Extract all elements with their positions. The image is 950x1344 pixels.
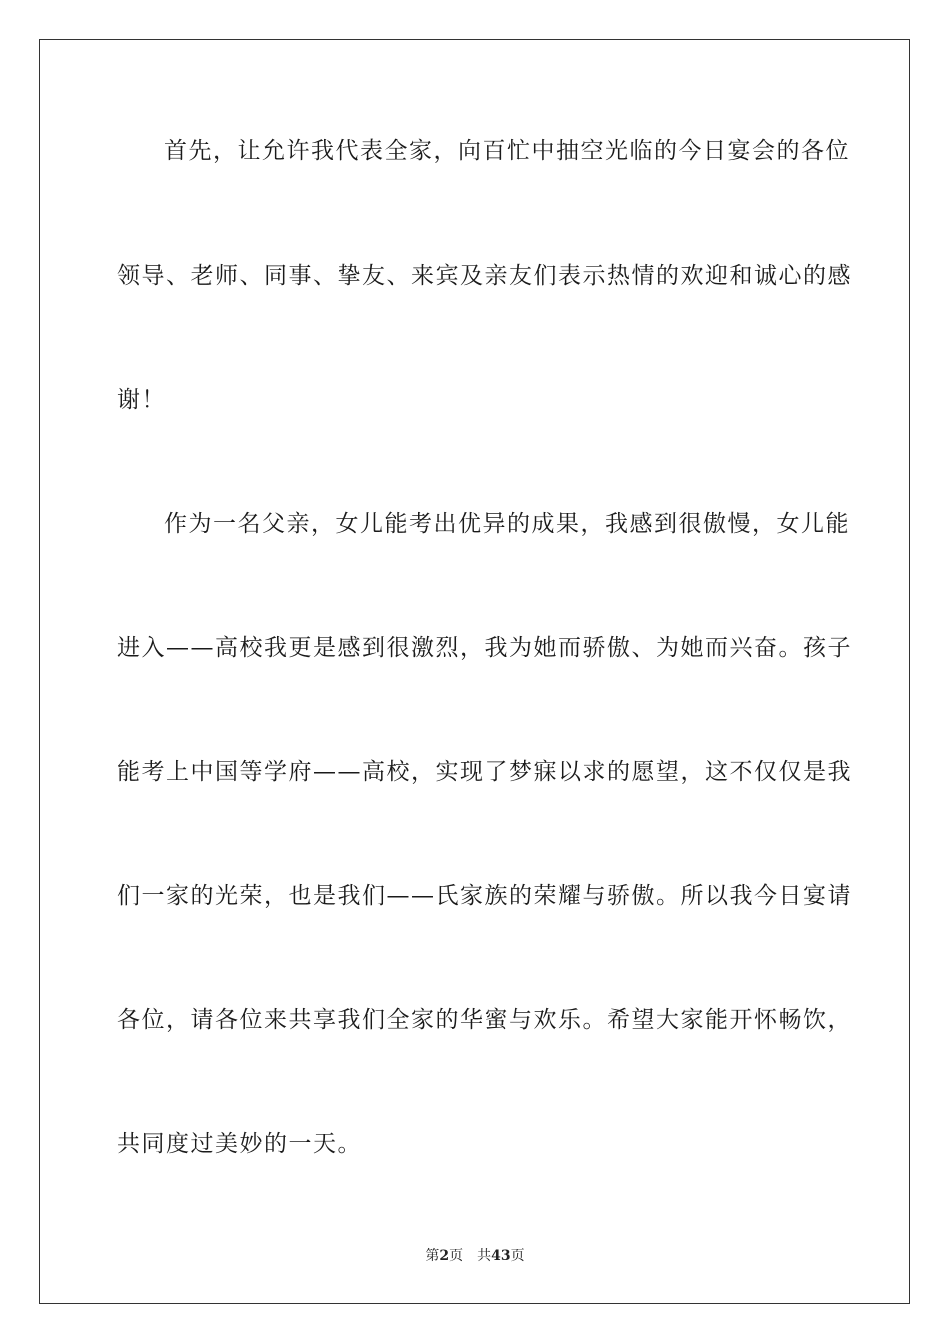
total-suffix: 页 <box>510 1248 525 1264</box>
page-footer <box>0 1246 950 1266</box>
paragraph-1-line-3: 谢！ <box>117 387 166 413</box>
paragraph-1-line-1: 首先，让允许我代表全家，向百忙中抽空光临的今日宴会的各位 <box>164 138 850 164</box>
paragraph-1-line-2: 领导、老师、同事、挚友、来宾及亲友们表示热情的欢迎和诚心的感 <box>117 263 852 289</box>
page-number: 2 <box>439 1248 450 1264</box>
page-suffix: 页 <box>449 1248 464 1264</box>
paragraph-2-line-2: 进入——高校我更是感到很激烈，我为她而骄傲、为她而兴奋。孩子 <box>117 635 852 661</box>
page-border <box>39 39 910 1304</box>
paragraph-2-line-1: 作为一名父亲，女儿能考出优异的成果，我感到很傲慢，女儿能 <box>164 511 850 537</box>
paragraph-2-line-3: 能考上中国等学府——高校，实现了梦寐以求的愿望，这不仅仅是我 <box>117 759 852 785</box>
paragraph-2-line-4: 们一家的光荣，也是我们——氏家族的荣耀与骄傲。所以我今日宴请 <box>117 883 852 909</box>
paragraph-2-line-6: 共同度过美妙的一天。 <box>117 1131 362 1157</box>
page-prefix: 第 <box>425 1248 440 1264</box>
total-prefix: 共 <box>477 1248 492 1264</box>
total-pages: 43 <box>491 1248 511 1264</box>
paragraph-2-line-5: 各位，请各位来共享我们全家的华蜜与欢乐。希望大家能开怀畅饮， <box>117 1007 852 1033</box>
